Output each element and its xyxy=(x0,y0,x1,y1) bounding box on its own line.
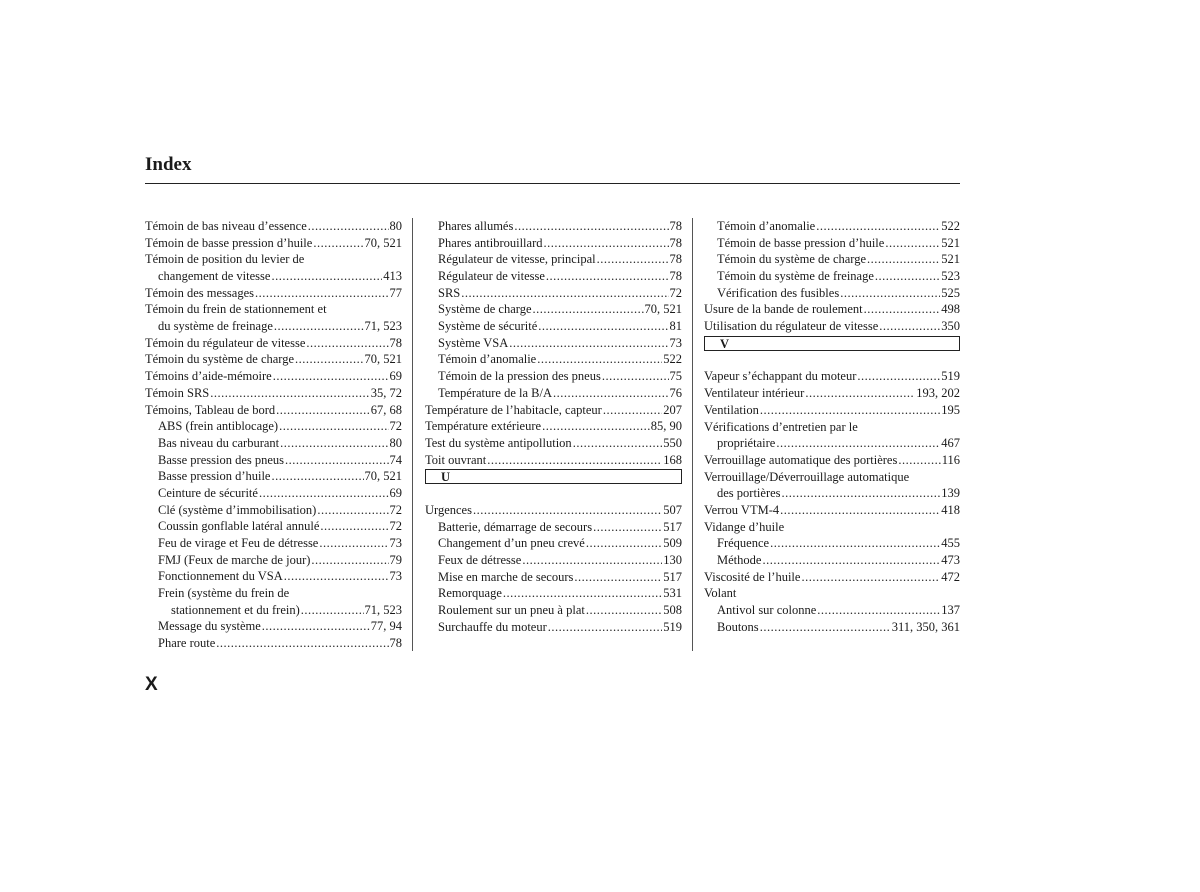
entry-page-numbers: 73 xyxy=(669,335,682,350)
index-entry xyxy=(425,385,682,402)
dot-leader xyxy=(259,485,389,502)
entry-term: Régulateur de vitesse xyxy=(438,269,545,284)
index-entry xyxy=(425,602,682,619)
entry-page-numbers: 85, 90 xyxy=(650,419,682,434)
entry-page-numbers: 81 xyxy=(669,319,682,334)
dot-leader xyxy=(280,435,388,452)
index-entry xyxy=(145,301,402,318)
index-entry xyxy=(145,385,402,402)
entry-term: Phares antibrouillard xyxy=(438,235,543,250)
page-title: Index xyxy=(145,154,192,175)
entry-term: Message du système xyxy=(158,619,261,634)
dot-leader xyxy=(801,569,940,586)
entry-term: Coussin gonflable latéral annulé xyxy=(158,519,320,534)
entry-page-numbers: 77 xyxy=(389,285,402,300)
index-entry xyxy=(704,285,960,302)
entry-term: Clé (système d’immobilisation) xyxy=(158,502,317,517)
index-entry xyxy=(425,251,682,268)
index-entry xyxy=(425,418,682,435)
dot-leader xyxy=(285,452,388,469)
entry-page-numbers: 78 xyxy=(389,636,402,651)
dot-leader xyxy=(864,301,941,318)
entry-term: Témoin de basse pression d’huile xyxy=(145,235,313,250)
index-entry xyxy=(145,535,402,552)
index-entry xyxy=(145,251,402,268)
index-entry xyxy=(145,518,402,535)
entry-page-numbers: 137 xyxy=(941,603,960,618)
entry-page-numbers: 521 xyxy=(941,235,960,250)
entry-page-numbers: 519 xyxy=(663,619,682,634)
dot-leader xyxy=(255,285,388,302)
entry-term: Témoin de position du levier de xyxy=(145,252,305,267)
entry-term: Témoins d’aide-mémoire xyxy=(145,369,272,384)
entry-page-numbers: 73 xyxy=(389,536,402,551)
index-entry xyxy=(145,235,402,252)
entry-term: Vérification des fusibles xyxy=(717,285,840,300)
entry-page-numbers: 72 xyxy=(669,285,682,300)
dot-leader xyxy=(461,285,668,302)
index-entry xyxy=(145,485,402,502)
index-entry xyxy=(704,369,960,386)
entry-page-numbers: 71, 523 xyxy=(364,602,402,617)
index-entry xyxy=(425,535,682,552)
dot-leader xyxy=(875,268,940,285)
entry-term: Témoin du système de charge xyxy=(717,252,867,267)
dot-leader xyxy=(271,268,382,285)
entry-term: Régulateur de vitesse, principal xyxy=(438,252,596,267)
index-entry xyxy=(704,301,960,318)
entry-page-numbers: 509 xyxy=(663,536,682,551)
dot-leader xyxy=(879,318,940,335)
entry-term: Témoin SRS xyxy=(145,385,210,400)
index-entry xyxy=(145,435,402,452)
index-entry xyxy=(425,569,682,586)
dot-leader xyxy=(262,618,370,635)
entry-page-numbers: 531 xyxy=(663,586,682,601)
entry-term: Basse pression d’huile xyxy=(158,469,271,484)
entry-term: Verrouillage automatique des portières xyxy=(704,452,898,467)
entry-page-numbers: 69 xyxy=(389,485,402,500)
entry-page-numbers: 80 xyxy=(389,218,402,233)
entry-page-numbers: 523 xyxy=(941,269,960,284)
dot-leader xyxy=(817,602,940,619)
dot-leader xyxy=(782,485,941,502)
entry-term: Basse pression des pneus xyxy=(158,452,285,467)
entry-page-numbers: 73 xyxy=(389,569,402,584)
index-entry xyxy=(425,502,682,519)
index-entry xyxy=(145,502,402,519)
entry-term: Remorquage xyxy=(438,586,502,601)
index-entry xyxy=(145,602,402,619)
entry-term: Feux de détresse xyxy=(438,553,522,568)
entry-term: Témoin du régulateur de vitesse xyxy=(145,335,306,350)
page-letter: X xyxy=(145,674,158,695)
entry-page-numbers: 519 xyxy=(941,369,960,384)
entry-page-numbers: 168 xyxy=(663,452,682,467)
entry-term: Frein (système du frein de xyxy=(158,586,290,601)
index-entry xyxy=(145,352,402,369)
dot-leader xyxy=(473,502,662,519)
entry-page-numbers: 116 xyxy=(941,452,960,467)
entry-term: Température de la B/A xyxy=(438,385,553,400)
entry-page-numbers: 78 xyxy=(669,269,682,284)
entry-term: Vidange d’huile xyxy=(704,519,785,534)
entry-term: Ventilateur intérieur xyxy=(704,386,805,401)
dot-leader xyxy=(770,535,940,552)
index-entry xyxy=(425,452,682,469)
entry-page-numbers: 139 xyxy=(941,486,960,501)
index-entry xyxy=(704,619,960,636)
entry-page-numbers: 75 xyxy=(669,369,682,384)
dot-leader xyxy=(533,301,644,318)
index-entry xyxy=(704,435,960,452)
entry-term: Feu de virage et Feu de détresse xyxy=(158,536,319,551)
dot-leader xyxy=(840,285,940,302)
index-column-3 xyxy=(704,218,960,636)
entry-term: ABS (frein antiblocage) xyxy=(158,419,279,434)
dot-leader xyxy=(573,435,663,452)
dot-leader xyxy=(574,569,662,586)
dot-leader xyxy=(776,435,940,452)
index-entry xyxy=(704,402,960,419)
entry-term: changement de vitesse xyxy=(158,269,271,284)
entry-term: Témoin du système de freinage xyxy=(717,269,874,284)
dot-leader xyxy=(816,218,940,235)
dot-leader xyxy=(503,585,662,602)
dot-leader xyxy=(867,251,940,268)
column-divider xyxy=(412,218,413,651)
entry-term: Système de sécurité xyxy=(438,319,538,334)
dot-leader xyxy=(542,418,650,435)
entry-term: Verrouillage/Déverrouillage automatique xyxy=(704,469,910,484)
entry-term: Mise en marche de secours xyxy=(438,569,574,584)
dot-leader xyxy=(602,368,669,385)
index-entry xyxy=(145,568,402,585)
dot-leader xyxy=(898,452,940,469)
dot-leader xyxy=(311,552,388,569)
dot-leader xyxy=(553,385,668,402)
dot-leader xyxy=(760,619,891,636)
dot-leader xyxy=(487,452,662,469)
entry-term: Antivol sur colonne xyxy=(717,603,817,618)
dot-leader xyxy=(274,318,364,335)
index-entry xyxy=(704,318,960,335)
index-entry xyxy=(704,602,960,619)
entry-page-numbers: 74 xyxy=(389,452,402,467)
entry-page-numbers: 70, 521 xyxy=(364,352,402,367)
entry-term: Ceinture de sécurité xyxy=(158,485,258,500)
entry-term: Roulement sur un pneu à plat xyxy=(438,603,585,618)
entry-page-numbers: 507 xyxy=(663,502,682,517)
dot-leader xyxy=(544,235,669,252)
dot-leader xyxy=(216,635,388,652)
entry-page-numbers: 521 xyxy=(941,252,960,267)
dot-leader xyxy=(805,385,915,402)
entry-term: Vapeur s’échappant du moteur xyxy=(704,369,857,384)
dot-leader xyxy=(586,602,662,619)
dot-leader xyxy=(317,502,388,519)
dot-leader xyxy=(538,318,668,335)
entry-term: Témoin du système de charge xyxy=(145,352,295,367)
entry-page-numbers: 130 xyxy=(663,553,682,568)
section-letter-header: V xyxy=(704,336,960,351)
entry-term: Boutons xyxy=(717,619,759,634)
entry-page-numbers: 77, 94 xyxy=(370,619,402,634)
entry-page-numbers: 195 xyxy=(941,402,960,417)
entry-page-numbers: 522 xyxy=(941,218,960,233)
dot-leader xyxy=(762,552,940,569)
index-entry xyxy=(704,268,960,285)
index-entry xyxy=(145,268,402,285)
entry-page-numbers: 550 xyxy=(663,435,682,450)
index-entry xyxy=(425,368,682,385)
index-entry xyxy=(145,619,402,636)
entry-term: Température de l’habitacle, capteur xyxy=(425,402,602,417)
dot-leader xyxy=(537,351,662,368)
entry-page-numbers: 71, 523 xyxy=(364,319,402,334)
entry-page-numbers: 70, 521 xyxy=(364,469,402,484)
entry-term: Verrou VTM-4 xyxy=(704,502,780,517)
index-entry xyxy=(704,419,960,436)
entry-term: SRS xyxy=(438,285,461,300)
index-entry xyxy=(704,251,960,268)
dot-leader xyxy=(276,402,370,419)
dot-leader xyxy=(603,402,662,419)
entry-term: Témoin d’anomalie xyxy=(717,218,816,233)
entry-term: Surchauffe du moteur xyxy=(438,619,547,634)
section-letter-header: U xyxy=(425,469,682,484)
entry-page-numbers: 72 xyxy=(389,419,402,434)
dot-leader xyxy=(295,351,363,368)
entry-page-numbers: 67, 68 xyxy=(370,402,402,417)
entry-term: Fréquence xyxy=(717,536,770,551)
entry-page-numbers: 79 xyxy=(389,552,402,567)
entry-page-numbers: 35, 72 xyxy=(370,385,402,400)
column-divider xyxy=(692,218,693,651)
entry-page-numbers: 508 xyxy=(663,603,682,618)
dot-leader xyxy=(586,535,662,552)
entry-page-numbers: 467 xyxy=(941,436,960,451)
dot-leader xyxy=(857,368,940,385)
index-entry xyxy=(425,585,682,602)
entry-page-numbers: 69 xyxy=(389,369,402,384)
entry-term: Témoin de basse pression d’huile xyxy=(717,235,885,250)
entry-term: FMJ (Feux de marche de jour) xyxy=(158,552,311,567)
index-entry xyxy=(145,368,402,385)
entry-page-numbers: 473 xyxy=(941,553,960,568)
entry-page-numbers: 525 xyxy=(941,285,960,300)
dot-leader xyxy=(514,218,668,235)
dot-leader xyxy=(320,518,388,535)
entry-page-numbers: 70, 521 xyxy=(364,235,402,250)
entry-page-numbers: 78 xyxy=(389,335,402,350)
index-entry xyxy=(425,435,682,452)
index-entry xyxy=(145,452,402,469)
index-entry xyxy=(704,218,960,235)
dot-leader xyxy=(279,418,388,435)
entry-term: Témoin d’anomalie xyxy=(438,352,537,367)
index-column-1 xyxy=(145,218,402,652)
index-entry xyxy=(425,235,682,252)
entry-term: Système de charge xyxy=(438,302,532,317)
entry-term: du système de freinage xyxy=(158,319,273,334)
entry-term: Témoin des messages xyxy=(145,285,255,300)
entry-page-numbers: 517 xyxy=(663,519,682,534)
dot-leader xyxy=(271,468,363,485)
entry-page-numbers: 78 xyxy=(669,235,682,250)
entry-term: Témoin de bas niveau d’essence xyxy=(145,218,307,233)
spacer xyxy=(704,352,960,369)
entry-term: Toit ouvrant xyxy=(425,452,487,467)
index-entry xyxy=(425,552,682,569)
dot-leader xyxy=(313,235,363,252)
index-entry xyxy=(145,585,402,602)
entry-term: Témoin du frein de stationnement et xyxy=(145,302,327,317)
dot-leader xyxy=(308,218,389,235)
entry-term: propriétaire xyxy=(717,436,776,451)
entry-page-numbers: 76 xyxy=(669,385,682,400)
entry-term: Méthode xyxy=(717,553,762,568)
entry-page-numbers: 78 xyxy=(669,218,682,233)
entry-term: stationnement et du frein) xyxy=(171,602,300,617)
entry-term: Viscosité de l’huile xyxy=(704,569,801,584)
index-entry xyxy=(145,418,402,435)
entry-page-numbers: 80 xyxy=(389,435,402,450)
entry-term: Témoin de la pression des pneus xyxy=(438,369,601,384)
entry-page-numbers: 522 xyxy=(663,352,682,367)
index-entry xyxy=(704,469,960,486)
entry-page-numbers: 311, 350, 361 xyxy=(891,619,960,634)
dot-leader xyxy=(780,502,940,519)
entry-page-numbers: 70, 521 xyxy=(644,302,682,317)
index-entry xyxy=(425,402,682,419)
index-entry xyxy=(704,585,960,602)
index-entry xyxy=(425,619,682,636)
index-entry xyxy=(145,635,402,652)
index-entry xyxy=(704,235,960,252)
index-entry xyxy=(145,552,402,569)
entry-page-numbers: 350 xyxy=(941,319,960,334)
index-entry xyxy=(704,519,960,536)
dot-leader xyxy=(548,619,662,636)
entry-term: des portières xyxy=(717,486,781,501)
index-entry xyxy=(704,485,960,502)
entry-term: Température extérieure xyxy=(425,419,542,434)
entry-term: Phare route xyxy=(158,636,216,651)
index-entry xyxy=(704,552,960,569)
entry-term: Système VSA xyxy=(438,335,509,350)
index-entry xyxy=(145,285,402,302)
entry-page-numbers: 517 xyxy=(663,569,682,584)
index-entry xyxy=(704,385,960,402)
index-entry xyxy=(145,468,402,485)
dot-leader xyxy=(760,402,940,419)
index-entry xyxy=(425,352,682,369)
index-entry xyxy=(145,218,402,235)
entry-page-numbers: 193, 202 xyxy=(916,386,960,401)
dot-leader xyxy=(597,251,669,268)
dot-leader xyxy=(593,519,662,536)
header-rule xyxy=(145,183,960,184)
entry-term: Urgences xyxy=(425,502,472,517)
entry-term: Usure de la bande de roulement xyxy=(704,302,863,317)
index-entry xyxy=(425,301,682,318)
dot-leader xyxy=(509,335,668,352)
entry-page-numbers: 498 xyxy=(941,302,960,317)
entry-page-numbers: 78 xyxy=(669,252,682,267)
dot-leader xyxy=(522,552,662,569)
entry-term: Bas niveau du carburant xyxy=(158,435,280,450)
dot-leader xyxy=(284,568,389,585)
entry-page-numbers: 455 xyxy=(941,536,960,551)
entry-page-numbers: 413 xyxy=(383,269,402,284)
entry-term: Changement d’un pneu crevé xyxy=(438,536,585,551)
dot-leader xyxy=(210,385,370,402)
entry-page-numbers: 72 xyxy=(389,502,402,517)
entry-term: Utilisation du régulateur de vitesse xyxy=(704,319,879,334)
entry-term: Phares allumés xyxy=(438,218,514,233)
index-entry xyxy=(704,502,960,519)
entry-term: Test du système antipollution xyxy=(425,435,572,450)
index-entry xyxy=(704,569,960,586)
entry-page-numbers: 418 xyxy=(941,502,960,517)
index-entry xyxy=(425,218,682,235)
entry-term: Volant xyxy=(704,586,737,601)
entry-term: Témoins, Tableau de bord xyxy=(145,402,276,417)
dot-leader xyxy=(273,368,389,385)
index-entry xyxy=(425,268,682,285)
dot-leader xyxy=(319,535,388,552)
spacer xyxy=(425,485,682,502)
dot-leader xyxy=(306,335,388,352)
index-entry xyxy=(704,452,960,469)
index-entry xyxy=(145,318,402,335)
index-entry xyxy=(425,335,682,352)
dot-leader xyxy=(885,235,940,252)
index-entry xyxy=(425,285,682,302)
dot-leader xyxy=(301,602,364,619)
dot-leader xyxy=(546,268,669,285)
entry-page-numbers: 207 xyxy=(663,402,682,417)
index-column-2 xyxy=(425,218,682,636)
entry-page-numbers: 472 xyxy=(941,569,960,584)
entry-term: Batterie, démarrage de secours xyxy=(438,519,593,534)
index-entry xyxy=(425,318,682,335)
index-entry xyxy=(425,519,682,536)
index-entry xyxy=(145,402,402,419)
entry-term: Ventilation xyxy=(704,402,759,417)
entry-term: Vérifications d’entretien par le xyxy=(704,419,858,434)
entry-term: Fonctionnement du VSA xyxy=(158,569,283,584)
index-entry xyxy=(145,335,402,352)
index-entry xyxy=(704,535,960,552)
entry-page-numbers: 72 xyxy=(389,519,402,534)
